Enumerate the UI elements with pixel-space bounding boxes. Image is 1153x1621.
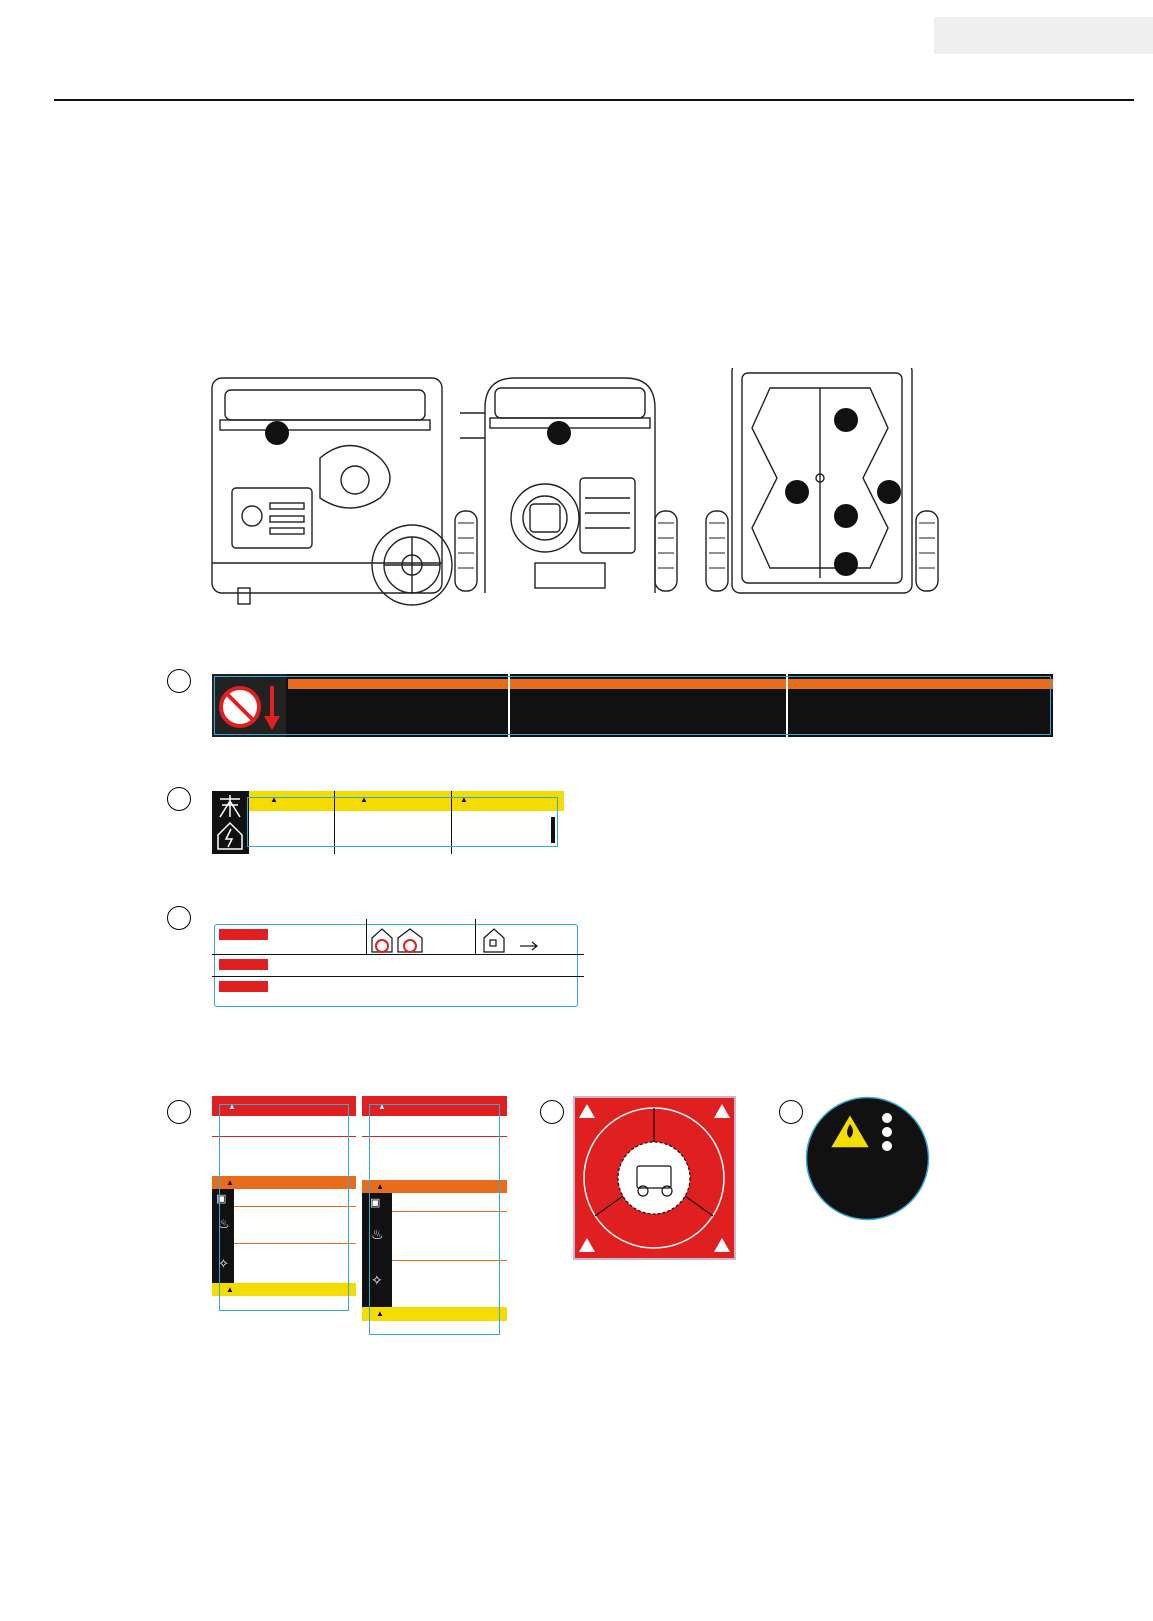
header-tab [934,17,1153,54]
label-d1-outline [219,1104,349,1311]
label-b-outline [247,797,558,847]
label-f-flammable-sticker [805,1096,930,1221]
callout-label-e [540,1100,564,1124]
warning-triangle-icon: ▲ [460,795,468,804]
warning-triangle-icon: ▲ [378,1102,386,1111]
warning-triangle-icon: ▲ [376,1182,384,1191]
manual-book-icon: ▣ [216,1193,227,1205]
danger-tab-3 [219,981,268,992]
callout-label-d [167,1100,191,1124]
warning-triangle-icon: ▲ [226,1178,234,1187]
generator-diagram [200,368,980,618]
label-c-divider-1 [366,919,367,955]
callout-label-b [167,787,191,811]
callout-label-a [167,669,191,693]
manual-book-icon: ▣ [370,1197,381,1209]
callout-label-f [779,1100,803,1124]
no-indoor-use-icon [368,926,458,954]
warning-triangle-icon: ▲ [376,1309,384,1318]
side-view [212,378,452,605]
diagram-callout-3 [834,408,858,432]
label-c-rule-2 [212,976,584,977]
label-e-clearance-sticker [573,1096,736,1260]
warning-triangle-icon: ▲ [228,1102,236,1111]
header-rule [54,99,1134,101]
danger-tab-2 [219,959,268,970]
diagram-callout-5 [877,480,901,504]
diagram-callout-4 [785,480,809,504]
fire-icon: ♨ [218,1216,230,1231]
callout-label-c [167,906,191,930]
top-view [706,368,938,593]
warning-triangle-icon: ▲ [360,795,368,804]
fire-icon: ♨ [371,1226,384,1242]
warning-triangle-icon: ▲ [270,795,278,804]
label-a-outline [214,676,1051,735]
front-view [455,378,677,593]
label-c-divider-2 [475,919,476,955]
label-c-rule-1 [212,954,584,955]
spark-icon: ✧ [371,1272,383,1288]
power-line-house-icon [212,791,249,854]
outdoor-use-icon [480,926,560,954]
diagram-callout-2 [547,421,571,445]
diagram-callout-1 [265,421,289,445]
danger-tab-1 [219,929,268,940]
warning-triangle-icon: ▲ [226,1285,234,1294]
label-b-icon-panel [212,791,249,854]
label-d2-outline [369,1104,500,1335]
diagram-callout-6 [834,504,858,528]
diagram-callout-7 [834,552,858,576]
spark-icon: ✧ [218,1256,229,1271]
